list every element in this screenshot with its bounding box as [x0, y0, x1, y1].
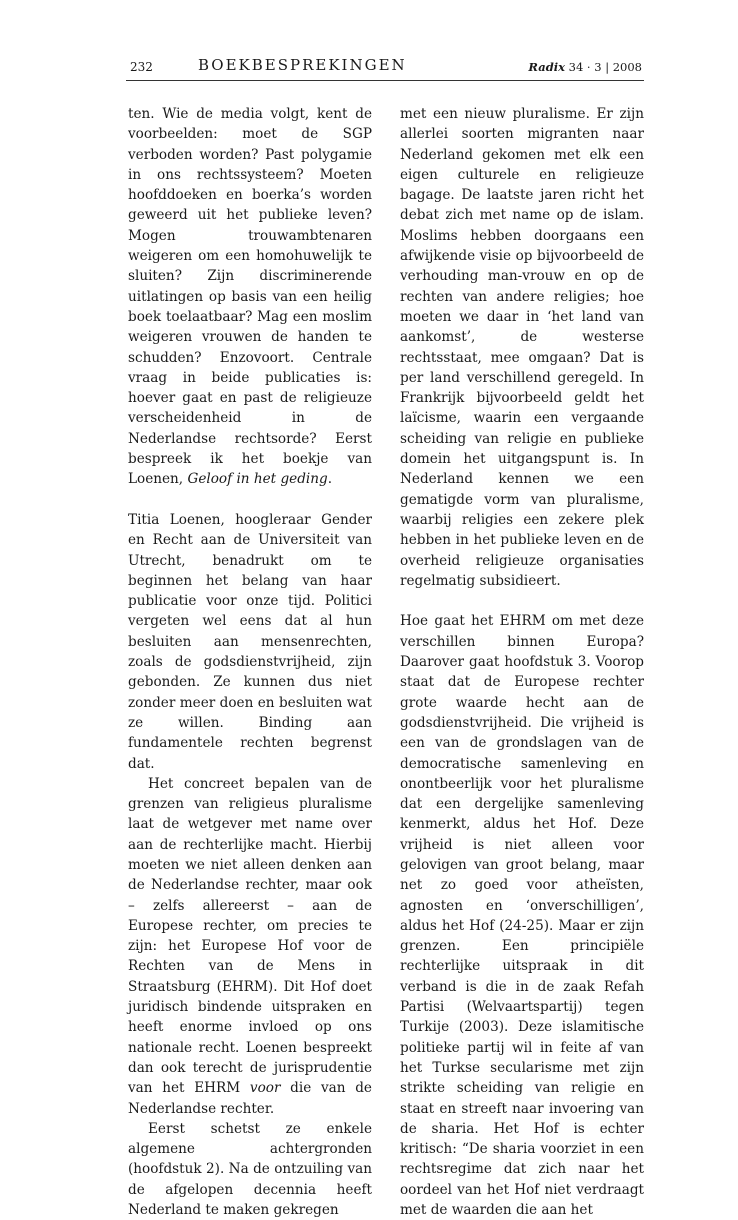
paragraph-text: ten. Wie de media volgt, kent de voorbeelden: moet de SGP verboden worden? Past polygamie in ons rechtssysteem? Moeten hoofddoeken en boerka’s worden geweerd uit het publieke leven? Mogen trouwambtenaren weigeren om een homohuwelijk te sluiten? Zijn discriminerende uitlatingen op basis van een heilig boek toelaatbaar? Mag een moslim weigeren vrouwen de handen te schudden? Enzovoort. Centrale vraag in beide publicaties is: hoever gaat en past de religieuze verscheidenheid in de Nederlandse rechtsorde? Eerst bespreek ik het boekje van Loenen, [128, 106, 372, 488]
header-rule [126, 80, 644, 81]
paragraph [128, 104, 372, 490]
book-title: Geloof in het geding [187, 471, 328, 488]
paragraph: Eerst schetst ze enkele algemene achtergronden (hoofdstuk 2). Na de ontzuiling van de afgelopen decennia heeft Nederland te maken gekregen [128, 1120, 372, 1219]
journal-citation [528, 60, 642, 74]
paragraph [128, 774, 372, 1119]
section-title: BOEKBESPREKINGEN [198, 56, 407, 74]
page-number: 232 [130, 60, 153, 74]
paragraph: met een nieuw pluralisme. Er zijn allerlei soorten migranten naar Nederland gekomen met elk een eigen culturele en religieuze bagage. De laatste jaren richt het debat zich met name op de islam. Moslims hebben doorgaans een afwijkende visie op bijvoorbeeld de verhouding man-vrouw en op de rechten van andere religies; hoe moeten we daar in ‘het land van aankomst’, de westerse rechtsstaat, mee omgaan? Dat is per land verschillend geregeld. In Frankrijk bijvoorbeeld geldt het laïcisme, waarin een vergaande scheiding van religie en publieke domein het uitgangspunt is. In Nederland kennen we een gematigde vorm van pluralisme, waarbij religies een zekere plek hebben in het publieke leven en de overheid religieuze organisaties regelmatig subsidieert. [400, 106, 644, 589]
left-column [128, 104, 372, 1220]
period: . [327, 471, 333, 488]
running-header [126, 56, 644, 78]
journal-issue: 34 · 3 | 2008 [568, 60, 642, 74]
paragraph-text: Het concreet bepalen van de grenzen van religieus pluralisme laat de wetgever met name over aan de rechterlijke macht. Hierbij moeten we niet alleen denken aan de Nederlandse rechter, maar ook – zelfs allereerst – aan de Europese rechter, om precies te zijn: het Europese Hof voor de Rechten van de Mens in Straatsburg (EHRM). Dit Hof doet juridisch bindende uitspraken en heeft enorme invloed op ons nationale recht. Loenen bespreekt dan ook terecht de jurisprudentie van het EHRM [128, 775, 372, 1097]
paragraph-text: die van de Nederlandse rechter. [128, 1080, 372, 1117]
right-column [400, 104, 644, 1220]
journal-name: Radix [528, 60, 565, 74]
paragraph: Hoe gaat het EHRM om met deze verschillen binnen Europa? Daarover gaat hoofdstuk 3. Voorop staat dat de Europese rechter grote waarde hecht aan de godsdienstvrijheid. Die vrijheid is een van de grondslagen van de democratische samenleving en onontbeerlijk voor het pluralisme dat een dergelijke samenleving kenmerkt, aldus het Hof. Deze vrijheid is niet alleen voor gelovigen van groot belang, maar net zo goed voor atheïsten, agnosten en ‘onverschilligen’, aldus het Hof (24-25). Maar er zijn grenzen. Een principiële rechterlijke uitspraak in dit verband is die in de zaak Refah Partisi (Welvaartspartij) tegen Turkije (2003). Deze islamitische politieke partij wil in feite af van het Turkse secularisme met zijn strikte scheiding van religie en staat en streeft naar invoering van de sharia. Het Hof is echter kritisch: “De sharia voorziet in een rechtsregime dat zich naar het oordeel van het Hof niet verdraagt met de waarden die aan het [400, 613, 644, 1219]
paragraph: Titia Loenen, hoogleraar Gender en Recht aan de Universiteit van Utrecht, benadrukt om te beginnen het belang van haar publicatie voor onze tijd. Politici vergeten wel eens dat al hun besluiten aan mensenrechten, zoals de godsdienstvrijheid, zijn gebonden. Ze kunnen dus niet zonder meer doen en besluiten wat ze willen. Binding aan fundamentele rechten begrenst dat. [128, 511, 372, 772]
emphasis: voor [249, 1080, 281, 1097]
